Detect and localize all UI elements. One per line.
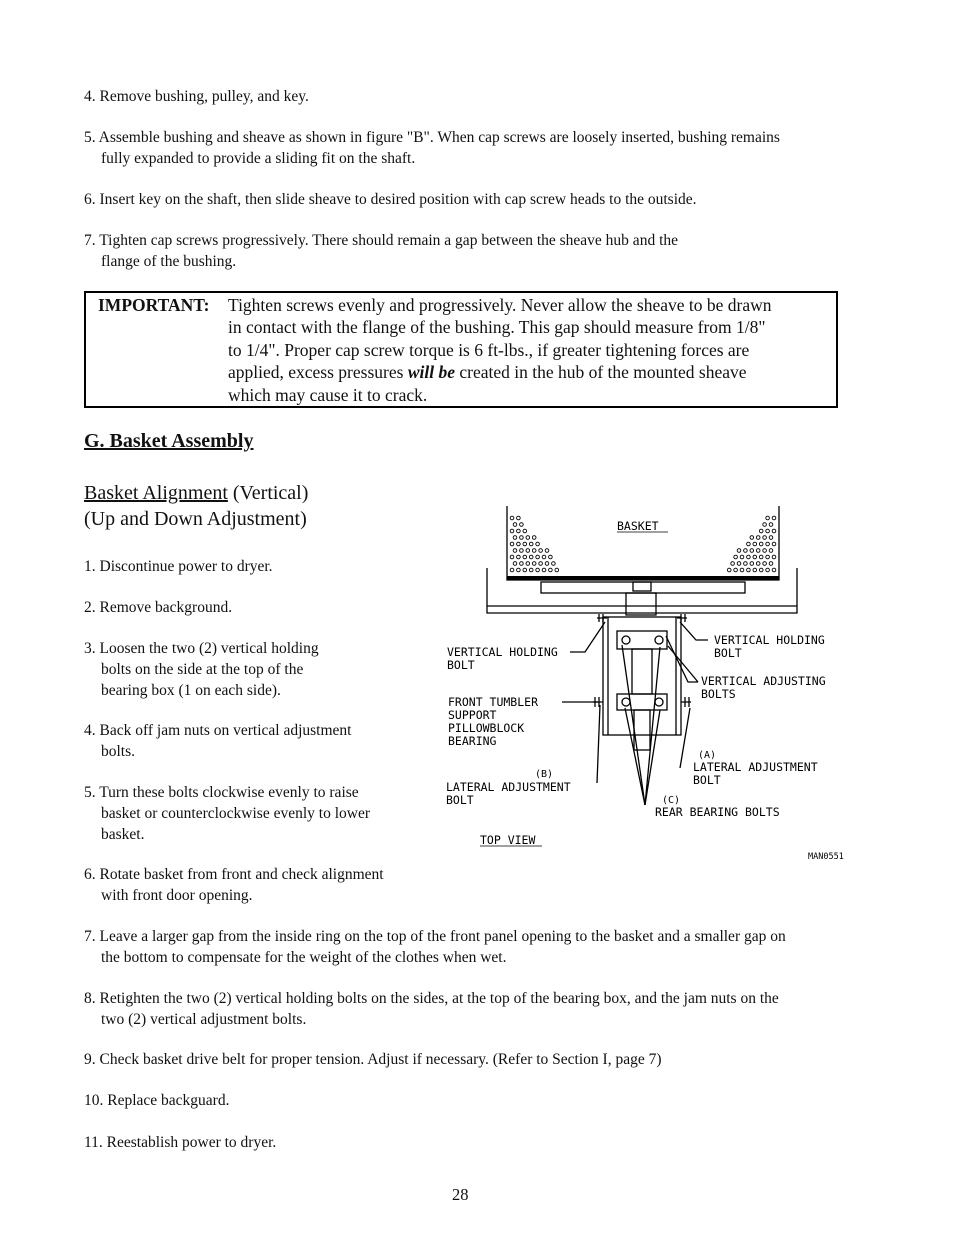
important-emphasis: will be <box>407 362 455 383</box>
perforation-dot <box>759 555 763 559</box>
step-text-cont: the bottom to compensate for the weight of the clothes when wet. <box>101 949 507 966</box>
perforation-dot <box>750 549 754 553</box>
perforation-dot <box>727 568 731 572</box>
shaft-mid <box>632 649 652 694</box>
step-text: 3. Loosen the two (2) vertical holding <box>84 640 319 657</box>
perforation-dot <box>763 562 767 566</box>
perforation-dot <box>536 568 540 572</box>
perforation-dot <box>510 542 514 546</box>
perforation-dot <box>523 555 527 559</box>
perforation-dot <box>753 542 757 546</box>
pillowblock-upper <box>617 631 667 649</box>
perforation-dot <box>734 568 738 572</box>
label-lat-b: BOLT <box>446 793 474 807</box>
step-text-cont: basket or counterclockwise evenly to lower <box>101 805 371 822</box>
page-number: 28 <box>452 1185 469 1204</box>
bearing-box <box>603 617 681 735</box>
perforation-dot <box>772 516 776 520</box>
perforation-dot <box>731 562 735 566</box>
basket-outline <box>507 506 779 580</box>
bolt-head <box>622 636 630 644</box>
bolt-head <box>655 636 663 644</box>
label-b: (B) <box>535 769 554 780</box>
perforation-dot <box>536 542 540 546</box>
step-text-cont: with front door opening. <box>101 887 253 904</box>
step-text: 8. Retighten the two (2) vertical holding bolts on the sides, at the top of the bearing box, and the jam nuts on the <box>84 990 779 1007</box>
step-text: 9. Check basket drive belt for proper tension. Adjust if necessary. (Refer to Section I, page 7) <box>84 1051 662 1068</box>
perforation-dot <box>759 568 763 572</box>
label-code: MAN0551 <box>808 852 844 862</box>
perforation-dot <box>529 542 533 546</box>
perforation-dot <box>510 555 514 559</box>
perforation-dot <box>734 555 738 559</box>
step-text-cont: fully expanded to provide a sliding fit on the shaft. <box>101 150 416 167</box>
perforation-dot <box>740 568 744 572</box>
perforation-dot <box>753 555 757 559</box>
vertical-holding-bolt-right <box>677 614 687 622</box>
important-line-a: applied, excess pressures <box>228 362 408 383</box>
important-line: Tighten screws evenly and progressively. Never allow the sheave to be drawn <box>228 295 772 315</box>
perforation-dot <box>744 549 748 553</box>
sub-title-rest: (Vertical) <box>227 482 309 504</box>
perforation-dot <box>753 568 757 572</box>
label-front: SUPPORT <box>448 708 497 722</box>
label-vhb-right: BOLT <box>714 646 742 660</box>
perforation-dot <box>756 562 760 566</box>
perforation-dot <box>772 568 776 572</box>
perforation-dot <box>517 542 521 546</box>
step-text: 4. Back off jam nuts on vertical adjustment <box>84 722 352 739</box>
label-lat-a: LATERAL ADJUSTMENT <box>693 760 818 774</box>
step-text: 6. Insert key on the shaft, then slide sheave to desired position with cap screw heads to the outside. <box>84 191 697 208</box>
label-front: BEARING <box>448 734 497 748</box>
label-basket: BASKET <box>617 519 659 533</box>
hub <box>633 582 651 591</box>
label-vhb-left: VERTICAL HOLDING <box>447 645 558 659</box>
shaft-upper <box>626 593 656 615</box>
step-10-replace <box>84 1090 229 1111</box>
important-line-b: created in the hub of the mounted sheave <box>454 362 747 383</box>
perforation-dot <box>756 536 760 540</box>
perforation-dot <box>520 549 524 553</box>
step-11-reestablish <box>84 1132 276 1153</box>
leader-lat-b <box>597 705 600 783</box>
step-text: 7. Leave a larger gap from the inside ring on the top of the front panel opening to the basket and a smaller gap on <box>84 928 786 945</box>
perforation-dot <box>769 536 773 540</box>
important-label: IMPORTANT: <box>98 295 210 315</box>
perforation-dot <box>545 562 549 566</box>
perforation-dot <box>766 555 770 559</box>
perforation-dot <box>772 529 776 533</box>
perforation-dot <box>529 568 533 572</box>
step-9-check-belt <box>84 1049 662 1070</box>
perforation-dot <box>523 542 527 546</box>
step-text: 4. Remove bushing, pulley, and key. <box>84 88 309 105</box>
perforation-dot <box>763 523 767 527</box>
label-vhb-left: BOLT <box>447 658 475 672</box>
label-lat-a: BOLT <box>693 773 721 787</box>
step-text-cont: bearing box (1 on each side). <box>101 682 281 699</box>
perforation-dot <box>539 549 543 553</box>
leader-vab <box>666 636 698 682</box>
perforation-dot <box>513 549 517 553</box>
perforation-dot <box>744 562 748 566</box>
section-title: G. Basket Assembly <box>84 430 254 452</box>
step-text: 7. Tighten cap screws progressively. There should remain a gap between the sheave hub and the <box>84 232 679 249</box>
perforation-dot <box>766 542 770 546</box>
label-rear: REAR BEARING BOLTS <box>655 805 780 819</box>
bolt-head <box>622 698 630 706</box>
perforation-dot <box>520 523 524 527</box>
perforation-dot <box>759 529 763 533</box>
perforation-dot <box>766 529 770 533</box>
label-front: PILLOWBLOCK <box>448 721 525 735</box>
perforation-dot <box>532 549 536 553</box>
perforation-dot <box>552 562 556 566</box>
vertical-holding-bolt-left <box>597 614 607 622</box>
step-text: 6. Rotate basket from front and check alignment <box>84 866 384 883</box>
perforation-dot <box>517 555 521 559</box>
label-front: FRONT TUMBLER <box>448 695 539 709</box>
important-line: in contact with the flange of the bushing. This gap should measure from 1/8" <box>228 317 766 338</box>
perforation-dot <box>523 529 527 533</box>
perforation-dot <box>542 568 546 572</box>
perforation-dot <box>747 568 751 572</box>
diagram-labels <box>446 519 844 862</box>
label-top-view: TOP VIEW <box>480 833 536 847</box>
label-a: (A) <box>698 750 717 761</box>
perforation-dot <box>539 562 543 566</box>
perforation-dot <box>526 562 530 566</box>
leader-vhb-left <box>570 622 605 652</box>
perforation-dot <box>536 555 540 559</box>
label-vhb-right: VERTICAL HOLDING <box>714 633 825 647</box>
step-text: 5. Assemble bushing and sheave as shown in figure "B". When cap screws are loosely inserted, bushing remains <box>84 129 780 146</box>
perforation-dot <box>769 523 773 527</box>
step-7-leave-gap <box>84 926 786 968</box>
leader-vab <box>668 646 698 682</box>
label-vab: VERTICAL ADJUSTING <box>701 674 826 688</box>
perforation-dot <box>737 549 741 553</box>
sub-title-underlined: Basket Alignment <box>84 482 228 504</box>
perforation-dot <box>517 516 521 520</box>
perforation-dot <box>737 562 741 566</box>
step-text: 5. Turn these bolts clockwise evenly to raise <box>84 784 359 801</box>
perforation-dot <box>517 529 521 533</box>
perforation-dot <box>747 542 751 546</box>
perforation-dot <box>513 523 517 527</box>
step-text: 11. Reestablish power to dryer. <box>84 1134 277 1151</box>
step-text-cont: two (2) vertical adjustment bolts. <box>101 1011 307 1028</box>
perforation-dot <box>740 555 744 559</box>
perforation-dot <box>756 549 760 553</box>
perforation-dot <box>513 562 517 566</box>
leader-rear <box>625 708 645 805</box>
perforation-dot <box>532 562 536 566</box>
step-text-cont: bolts. <box>101 743 136 760</box>
perforation-dot <box>549 555 553 559</box>
perforation-dot <box>510 516 514 520</box>
important-line: which may cause it to crack. <box>228 384 428 405</box>
step-text: 1. Discontinue power to dryer. <box>84 558 273 575</box>
step-text-cont: basket. <box>101 826 145 843</box>
label-lat-b: LATERAL ADJUSTMENT <box>446 780 571 794</box>
perforation-dot <box>549 568 553 572</box>
perforation-dot <box>513 536 517 540</box>
perforation-dot <box>520 562 524 566</box>
label-vab: BOLTS <box>701 687 736 701</box>
perforation-dot <box>772 542 776 546</box>
perforation-dot <box>542 555 546 559</box>
perforation-dot <box>769 549 773 553</box>
perforation-dot <box>520 536 524 540</box>
step-text: 2. Remove background. <box>84 599 233 616</box>
perforation-dot <box>750 562 754 566</box>
perforation-dot <box>747 555 751 559</box>
perforation-dot <box>759 542 763 546</box>
perforation-dot <box>772 555 776 559</box>
perforation-dot <box>555 568 559 572</box>
sub-title-line2: (Up and Down Adjustment) <box>84 508 307 530</box>
perforation-dot <box>529 555 533 559</box>
perforation-dot <box>766 516 770 520</box>
perforation-dot <box>750 536 754 540</box>
step-text-cont: bolts on the side at the top of the <box>101 661 304 678</box>
bolt-head <box>655 698 663 706</box>
perforation-dot <box>769 562 773 566</box>
step-text-cont: flange of the bushing. <box>101 253 237 270</box>
leader-vhb-right <box>680 622 708 640</box>
perforation-dot <box>763 549 767 553</box>
perforation-dot <box>526 549 530 553</box>
lateral-bolt-right <box>681 697 691 707</box>
perforation-dot <box>526 536 530 540</box>
perforation-dot <box>523 568 527 572</box>
perforation-dot <box>510 568 514 572</box>
perforation-dot <box>766 568 770 572</box>
perforation-dot <box>545 549 549 553</box>
perforation-dot <box>532 536 536 540</box>
perforation-dot <box>517 568 521 572</box>
important-line: to 1/4". Proper cap screw torque is 6 ft-lbs., if greater tightening forces are <box>228 339 750 360</box>
perforation-dot <box>763 536 767 540</box>
perforation-dot <box>510 529 514 533</box>
label-c: (C) <box>662 795 681 806</box>
pillowblock-lower <box>617 694 667 710</box>
step-8-retighten <box>84 988 779 1030</box>
leader-rear <box>622 645 645 805</box>
step-text: 10. Replace backguard. <box>84 1092 230 1109</box>
